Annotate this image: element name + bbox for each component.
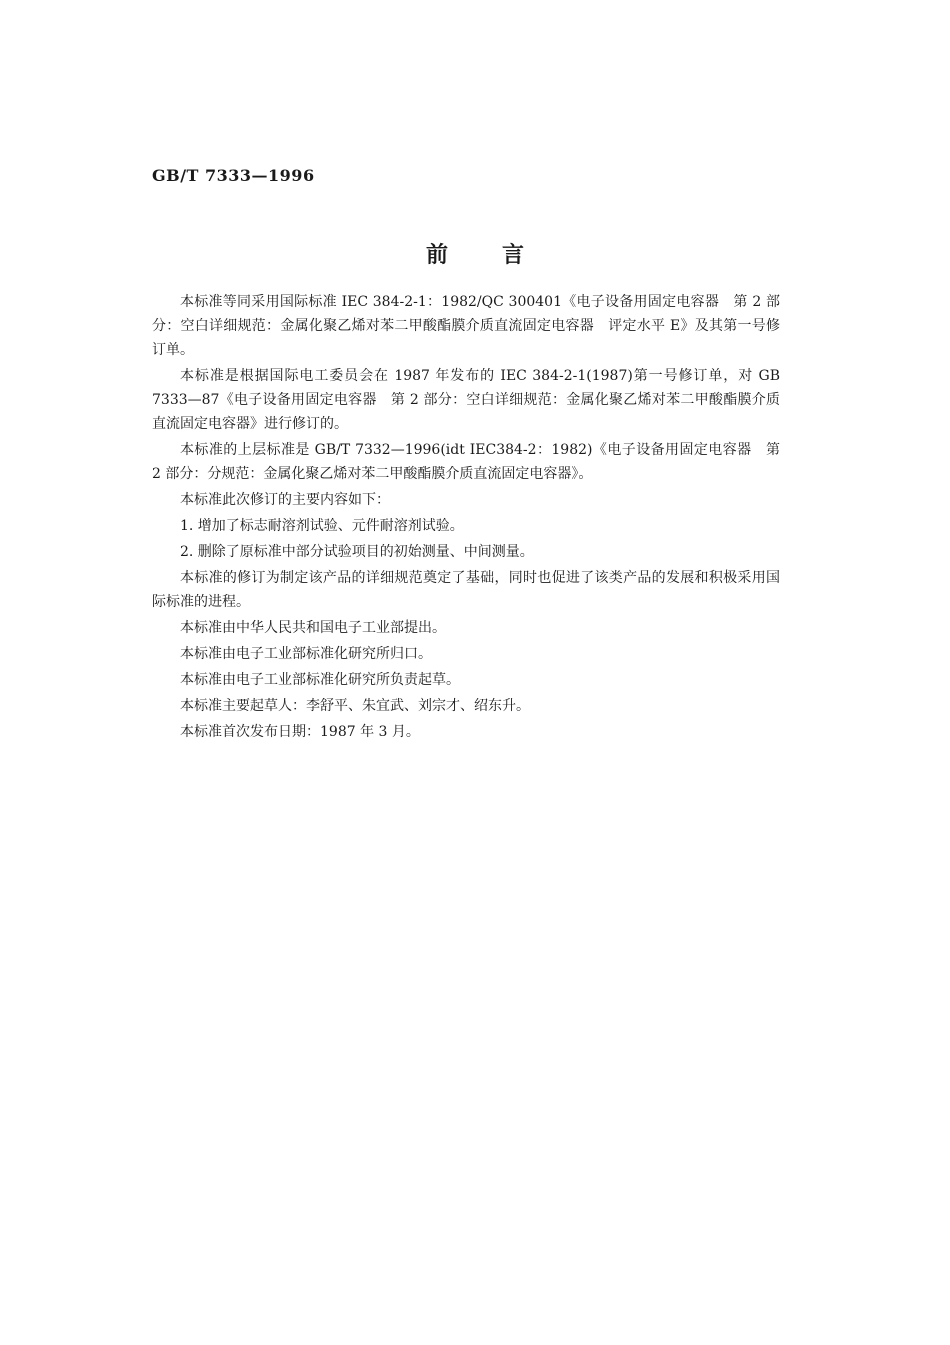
list-item: 1. 增加了标志耐溶剂试验、元件耐溶剂试验。 [180,518,464,534]
paragraph: 本标准的修订为制定该产品的详细规范奠定了基础，同时也促进了该类产品的发展和积极采用国际标准的进程。 [152,570,780,610]
paragraph: 本标准是根据国际电工委员会在 1987 年发布的 IEC 384-2-1(1987)第一号修订单，对 GB 7333—87《电子设备用固定电容器 第 2 部分：空白详细规范：金属化聚乙烯对苯二甲酸酯膜介质直流固定电容器》进行修订的。 [152,368,780,432]
paragraph: 本标准主要起草人：李舒平、朱宜武、刘宗才、绍东升。 [180,698,530,714]
paragraph: 本标准的上层标准是 GB/T 7332—1996(idt IEC384-2：1982)《电子设备用固定电容器 第 2 部分：分规范：金属化聚乙烯对苯二甲酸酯膜介质直流固定电容器》。 [152,442,780,482]
standard-code: GB/T 7333—1996 [152,166,315,185]
list-item: 2. 删除了原标准中部分试验项目的初始测量、中间测量。 [180,544,534,560]
paragraph: 本标准此次修订的主要内容如下： [180,492,390,508]
paragraph: 本标准等同采用国际标准 IEC 384-2-1：1982/QC 300401《电子设备用固定电容器 第 2 部分：空白详细规范：金属化聚乙烯对苯二甲酸酯膜介质直流固定电容器 评定水平 E》及其第一号修订单。 [152,294,780,358]
section-heading: 前言 [425,243,578,268]
paragraph: 本标准由电子工业部标准化研究所负责起草。 [180,672,460,688]
paragraph: 本标准由中华人民共和国电子工业部提出。 [180,620,446,636]
paragraph: 本标准由电子工业部标准化研究所归口。 [180,646,432,662]
body-text [152,290,780,744]
paragraph: 本标准首次发布日期：1987 年 3 月。 [180,724,420,740]
